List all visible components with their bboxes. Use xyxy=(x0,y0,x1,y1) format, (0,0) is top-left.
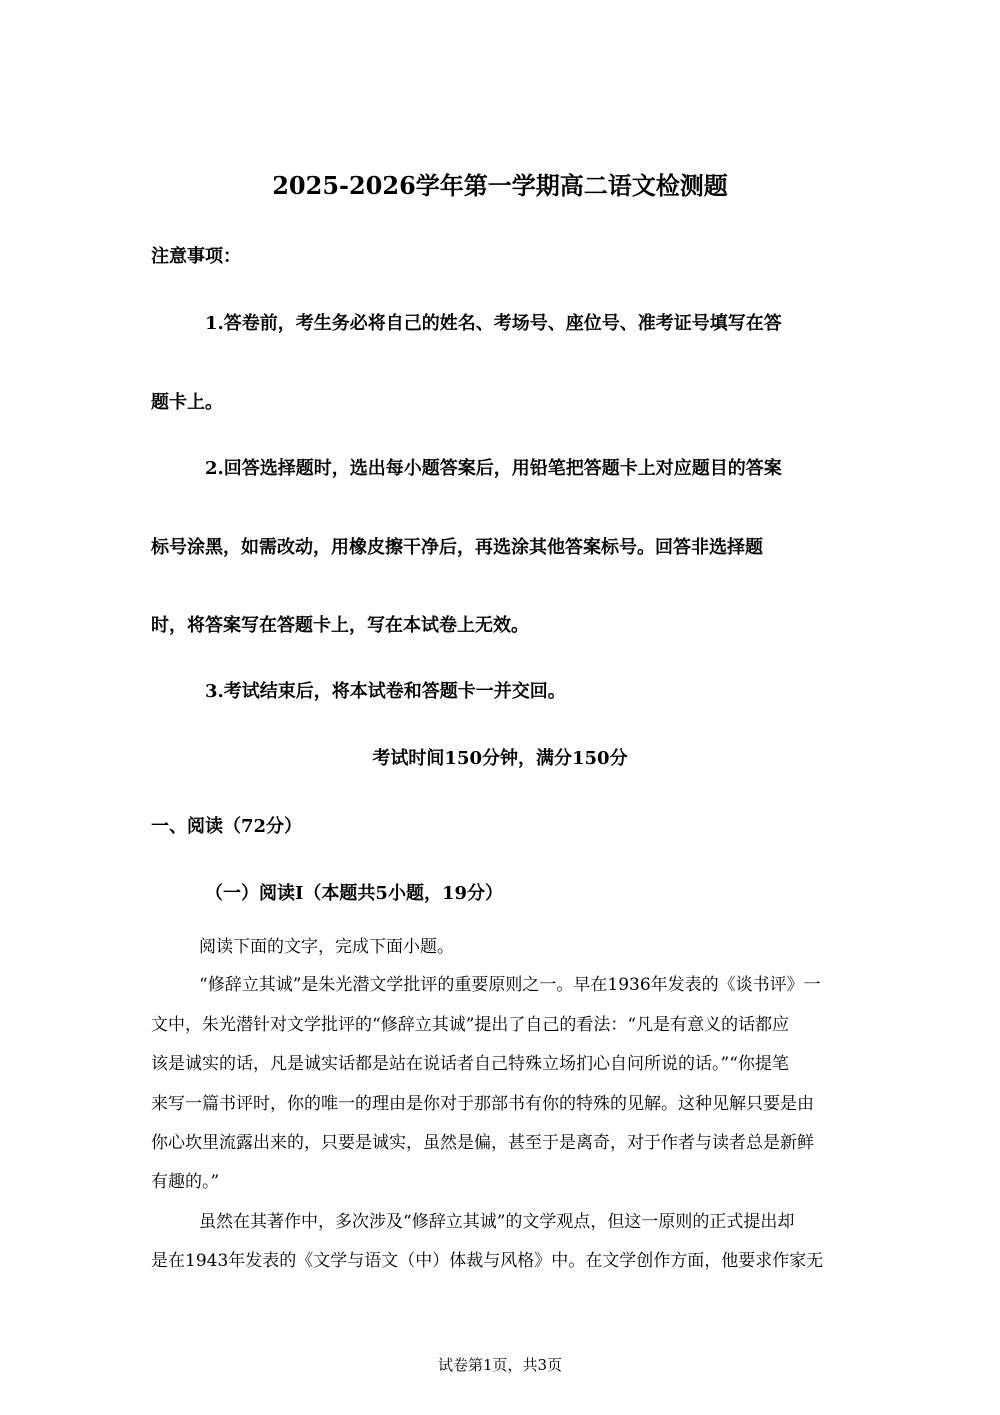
passage-line: 虽然在其著作中，多次涉及“修辞立其诚”的文学观点，但这一原则的正式提出却 xyxy=(199,1212,795,1232)
passage-line: “修辞立其诚”是朱光潜文学批评的重要原则之一。早在1936年发表的《谈书评》一 xyxy=(199,975,821,995)
passage-line: 来写一篇书评时，你的唯一的理由是你对于那部书有你的特殊的见解。这种见解只要是由 xyxy=(151,1094,814,1114)
page-footer: 试卷第1页，共3页 xyxy=(437,1356,563,1374)
passage-line: 有趣的。” xyxy=(151,1172,220,1192)
passage-line: 文中，朱光潜针对文学批评的“修辞立其诚”提出了自己的看法：“凡是有意义的话都应 xyxy=(151,1015,790,1035)
notice-item-2-line-2: 标号涂黑，如需改动，用橡皮擦干净后，再选涂其他答案标号。回答非选择题 xyxy=(151,537,763,558)
section-1-heading: 一、阅读（72分） xyxy=(151,816,303,837)
notice-item-1-line-1: 1.答卷前，考生务必将自己的姓名、考场号、座位号、准考证号填写在答 xyxy=(205,313,782,334)
passage-line: 你心坎里流露出来的，只要是诚实，虽然是偏，甚至于是离奇，对于作者与读者总是新鲜 xyxy=(151,1133,814,1153)
notice-item-1-line-2: 题卡上。 xyxy=(151,392,223,413)
reading-1-heading: （一）阅读I（本题共5小题，19分） xyxy=(205,883,503,904)
notice-heading: 注意事项： xyxy=(151,246,241,267)
reading-instruction: 阅读下面的文字，完成下面小题。 xyxy=(199,937,454,957)
notice-item-3: 3.考试结束后，将本试卷和答题卡一并交回。 xyxy=(205,681,566,702)
exam-title: 2025-2026学年第一学期高二语文检测题 xyxy=(272,171,728,200)
notice-item-2-line-1: 2.回答选择题时，选出每小题答案后，用铅笔把答题卡上对应题目的答案 xyxy=(205,458,782,479)
passage-line: 该是诚实的话，凡是诚实话都是站在说话者自己特殊立场扪心自问所说的话。”“你提笔 xyxy=(151,1054,789,1074)
exam-time-info: 考试时间150分钟，满分150分 xyxy=(372,748,628,769)
passage-line: 是在1943年发表的《文学与语文（中）体裁与风格》中。在文学创作方面，他要求作家无 xyxy=(151,1251,824,1271)
notice-item-2-line-3: 时，将答案写在答题卡上，写在本试卷上无效。 xyxy=(151,615,529,636)
